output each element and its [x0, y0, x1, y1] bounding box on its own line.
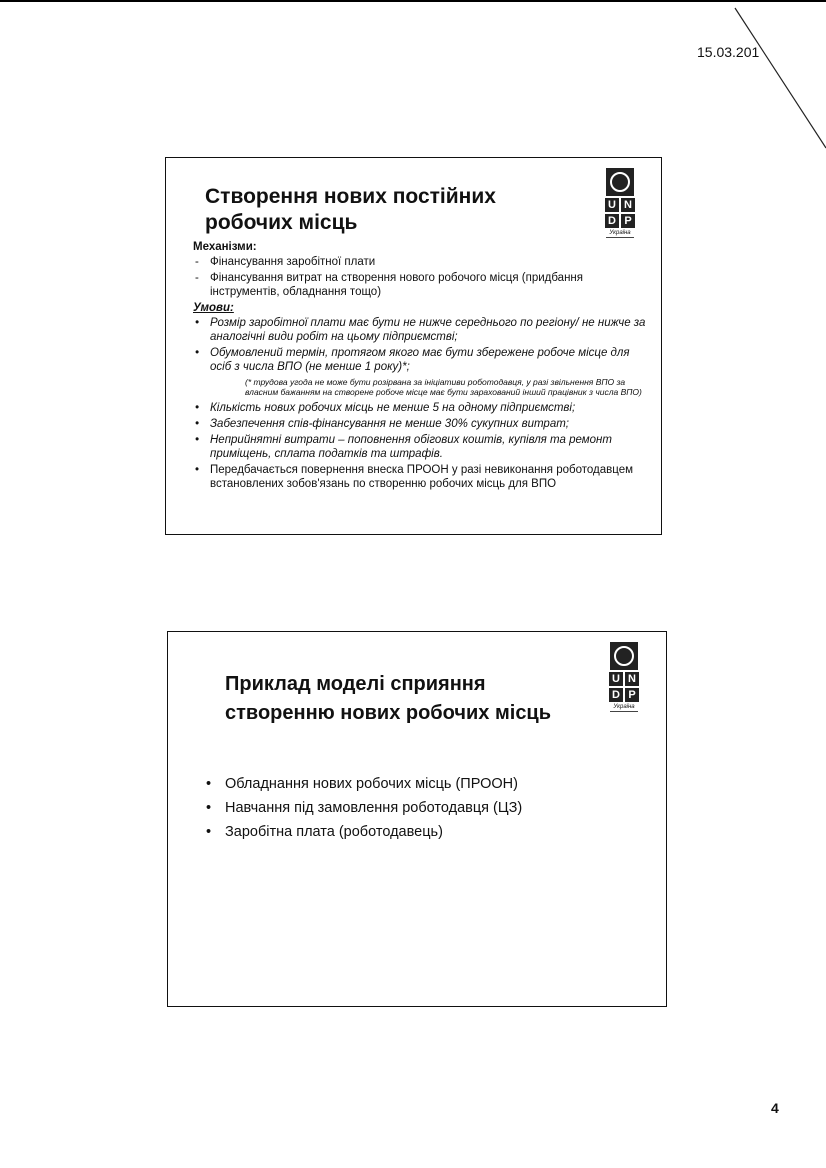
- mechanism-item: - Фінансування заробітної плати: [193, 255, 648, 269]
- bullet-list: [204, 772, 624, 844]
- conditions-heading: Умови:: [193, 302, 234, 314]
- logo-letter: N: [625, 672, 639, 686]
- logo-letter: P: [621, 214, 635, 228]
- logo-letter: U: [605, 198, 619, 212]
- mechanisms-heading: Механізми:: [193, 241, 257, 253]
- mechanism-item: - Фінансування витрат на створення нового робочого місця (придбання інструментів, обладнання тощо): [193, 271, 648, 299]
- logo-letter: U: [609, 672, 623, 686]
- slide-1: [165, 157, 662, 535]
- condition-item: • Обумовлений термін, протягом якого має бути збережене робоче місце для осіб з числа ВПО (не менше 1 року)*;: [193, 346, 648, 374]
- logo-letter: P: [625, 688, 639, 702]
- logo-letter: N: [621, 198, 635, 212]
- undp-logo: [604, 168, 636, 238]
- list-item: • Обладнання нових робочих місць (ПРООН): [204, 772, 624, 796]
- condition-item: • Кількість нових робочих місць не менше 5 на одному підприємстві;: [193, 401, 648, 415]
- slide-2: [167, 631, 667, 1007]
- logo-letter: D: [605, 214, 619, 228]
- condition-item: • Забезпечення спів-фінансування не менше 30% сукупних витрат;: [193, 417, 648, 431]
- list-item: • Заробітна плата (роботодавець): [204, 820, 624, 844]
- list-item: • Навчання під замовлення роботодавця (ЦЗ): [204, 796, 624, 820]
- page-number: 4: [771, 1100, 779, 1116]
- page-date: 15.03.201: [697, 44, 760, 60]
- condition-item: • Неприйнятні витрати – поповнення обігових коштів, купівля та ремонт приміщень, сплата податків та штрафів.: [193, 433, 648, 461]
- un-emblem-icon: [606, 168, 634, 196]
- logo-caption: Україна: [613, 704, 635, 710]
- undp-logo: [608, 642, 640, 712]
- condition-note: (* трудова угода не може бути розірвана за ініціативи роботодавця, у разі звільнення ВПО за власним бажанням на створене робоче місце має бути зарахований інший працівник з числа ВПО): [245, 377, 642, 397]
- slide-body: [193, 240, 648, 493]
- final-bullet: • Передбачається повернення внеска ПРООН у разі невиконання роботодавцем встановлених зобов'язань по створенню робочих місць для ВПО: [193, 463, 648, 491]
- un-emblem-icon: [610, 642, 638, 670]
- logo-letter: D: [609, 688, 623, 702]
- slide-title: Приклад моделі сприяння створенню нових робочих місць: [225, 673, 552, 724]
- slide-title: Створення нових постійних робочих місць: [205, 185, 496, 234]
- condition-item: • Розмір заробітної плати має бути не нижче середнього по регіону/ не нижче за аналогічні види робіт на цьому підприємстві;: [193, 316, 648, 344]
- logo-caption: Україна: [609, 230, 631, 236]
